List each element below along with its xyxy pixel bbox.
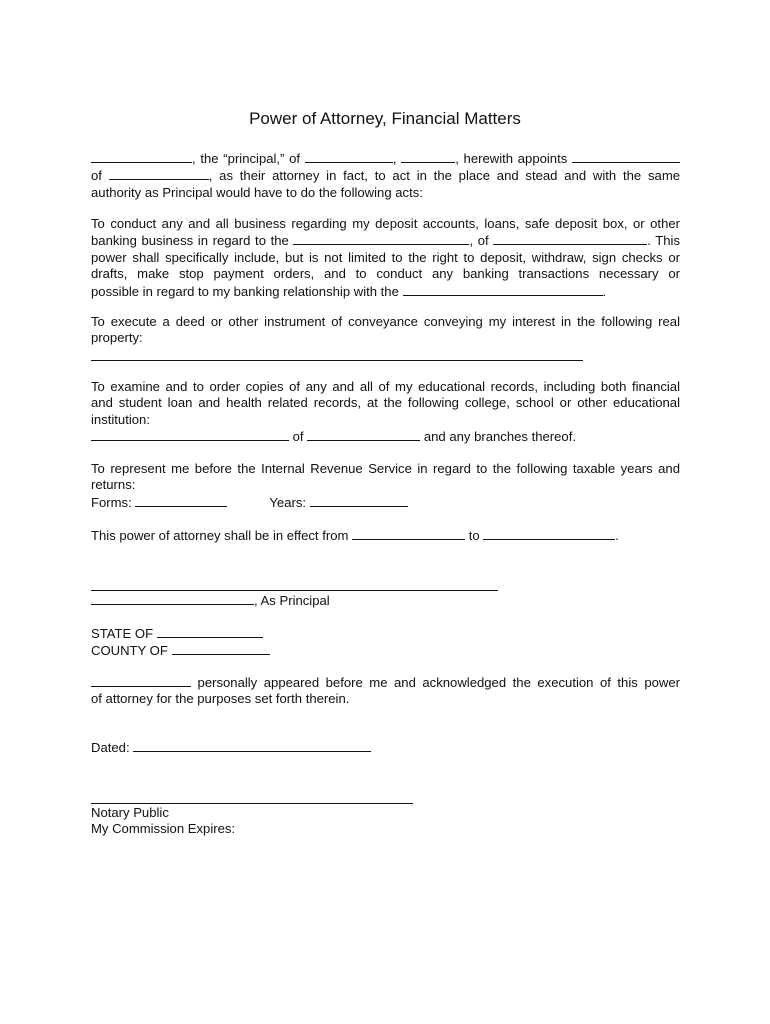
years-blank[interactable] [310,494,408,507]
acknowledgement-line-2: of attorney for the purposes set forth therein. [91,691,350,707]
forms-blank[interactable] [135,494,227,507]
intro-line-1: , the “principal,” of , , herewith appoints [91,150,680,167]
property-line-1: To execute a deed or other instrument of conveyance conveying my interest in the following real [91,314,680,329]
notary-public-label: Notary Public [91,805,169,820]
document-title: Power of Attorney, Financial Matters [249,109,521,128]
principal-state-blank[interactable] [401,150,455,163]
property-line-2: property: [91,330,143,346]
dated-label: Dated: [91,740,130,755]
principal-printed-name-blank[interactable] [91,592,254,605]
effective-end-blank[interactable] [483,527,615,540]
banking-line-1: To conduct any and all business regarding my deposit accounts, loans, safe deposit box, or other [91,216,680,231]
attorney-name-blank[interactable] [572,150,680,163]
bank-location-blank[interactable] [493,232,647,245]
dated-blank[interactable] [133,739,371,752]
principal-signature-line[interactable] [91,590,498,591]
institution-name-blank[interactable] [91,428,289,441]
attorney-location-blank[interactable] [109,167,209,180]
education-line-1: To examine and to order copies of any and all of my educational records, including both financial [91,379,680,394]
state-label: STATE OF [91,626,154,641]
bank-name-blank[interactable] [293,232,469,245]
principal-signature-block [91,592,680,609]
banking-paragraph [91,216,680,300]
forms-label: Forms: [91,494,132,510]
dated-row [91,739,680,756]
principal-city-blank[interactable] [305,150,393,163]
irs-line-1: To represent me before the Internal Revenue Service in regard to the following taxable years and [91,461,680,476]
notary-signature-block [91,805,680,838]
intro-line-2: of , as their attorney in fact, to act in the place and stead and with the same [91,168,681,184]
county-label: COUNTY OF [91,643,168,659]
banking-line-5: possible in regard to my banking relationship with the . [91,283,607,299]
acknowledgement-paragraph: personally appeared before me and acknowledged the execution of this power of attorney for the purposes set forth therein. [91,675,680,707]
banking-line-4: drafts, make stop payment orders, and to conduct any banking transactions necessary or [91,266,680,282]
as-principal-label: , As Principal [254,593,330,608]
banking-line-3: power shall specifically include, but is not limited to the right to deposit, withdraw, sign checks or [91,249,680,265]
appeared-name-blank[interactable] [91,674,191,687]
commission-expires-label: My Commission Expires: [91,821,236,837]
principal-name-blank[interactable] [91,150,192,163]
intro-line-3: authority as Principal would have to do the following acts: [91,184,423,200]
education-paragraph [91,379,680,446]
education-line-2: and student loan and health related records, at the following college, school or other educational [91,395,680,411]
notary-venue [91,625,680,660]
institution-location-blank[interactable] [307,428,420,441]
years-label: Years: [269,494,307,510]
irs-paragraph [91,461,680,511]
education-line-4: of and any branches thereof. [91,428,680,445]
intro-paragraph [91,150,680,201]
education-line-3: institution: [91,411,150,427]
banking-relationship-blank[interactable] [403,283,603,296]
county-blank[interactable] [172,642,270,655]
effective-start-blank[interactable] [352,527,465,540]
banking-line-2: banking business in regard to the , of . This [91,233,681,249]
notary-signature-line[interactable] [91,803,413,804]
irs-line-3 [91,494,680,511]
effective-dates: This power of attorney shall be in effect from to . [91,528,619,543]
property-description-blank[interactable] [91,360,583,361]
property-paragraph [91,314,680,347]
state-blank[interactable] [157,625,263,638]
irs-line-2: returns: [91,477,136,493]
